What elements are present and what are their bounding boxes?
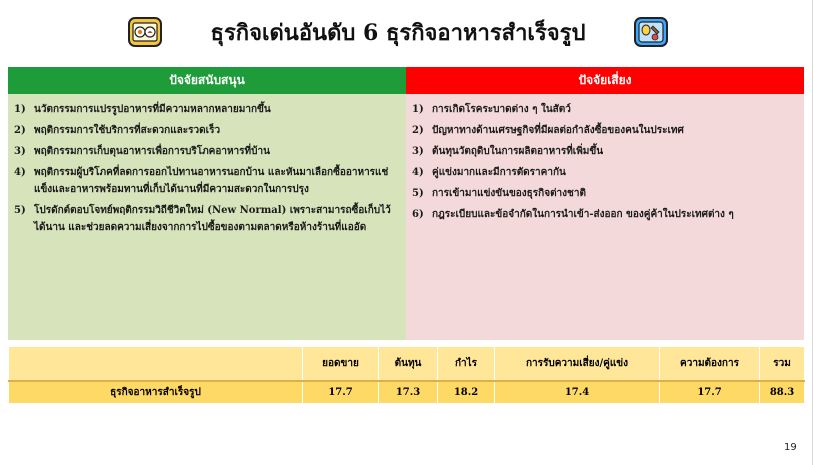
list-item: 2) ปัญหาทางด้านเศรษฐกิจที่มีผลต่อกำลังซื้อของคนในประเทศ [412,125,684,136]
support-factors-heading: ปัจจัยสนับสนุน [8,67,406,94]
risk-factors-list [406,94,804,227]
list-item: 1) การเกิดโรคระบาดต่าง ๆ ในสัตว์ [412,104,571,115]
row-label: ธุรกิจอาหารสำเร็จรูป [9,381,303,403]
list-item: 4) คู่แข่งมากและมีการตัดราคากัน [412,167,566,178]
risk-factors-heading: ปัจจัยเสี่ยง [406,67,804,94]
score-total-cell: 88.3 [760,381,805,403]
score-header-row [9,347,805,382]
page-number: 19 [784,442,797,453]
food-ingredients-icon [634,17,668,47]
score-cell: 17.3 [379,381,438,403]
score-cell: 18.2 [438,381,495,403]
list-item: 6) กฎระเบียบและข้อจำกัดในการนำเข้า-ส่งออก ของคู่ค้าในประเทศต่าง ๆ [412,209,734,220]
list-item: 4) พฤติกรรมผู้บริโภคที่ลดการออกไปทานอาหารนอกบ้าน และหันมาเลือกซื้ออาหารแช่แข็งและอาหารพร้อมทานที่เก็บได้นานที่มีความสะดวกในการปรุง [14,167,389,195]
header-cost: ต้นทุน [379,347,438,382]
support-factors-column [8,67,406,340]
score-cell: 17.4 [495,381,660,403]
list-item: 3) ต้นทุนวัตถุดิบในการผลิตอาหารที่เพิ่มขึ้น [412,146,604,157]
food-dishes-icon [128,17,162,47]
factors-table [8,67,804,340]
support-factors-list [8,94,406,240]
list-item: 2) พฤติกรรมการใช้บริการที่สะดวกและรวดเร็ว [14,125,221,136]
header-total: รวม [760,347,805,382]
risk-factors-column [406,67,804,340]
header-sales: ยอดขาย [303,347,379,382]
table-row [9,381,805,403]
title-row [128,12,668,52]
page-title: ธุรกิจเด่นอันดับ 6 ธุรกิจอาหารสำเร็จรูป [210,19,586,46]
header-risk-competition: การรับความเสี่ยง/คู่แข่ง [495,347,660,382]
header-demand: ความต้องการ [660,347,760,382]
score-table [8,346,805,404]
list-item: 5) การเข้ามาแข่งขันของธุรกิจต่างชาติ [412,188,586,199]
header-profit: กำไร [438,347,495,382]
header-blank-cell [9,347,303,382]
score-cell: 17.7 [303,381,379,403]
list-item: 5) โปรดักต์ตอบโจทย์พฤติกรรมวิถีชีวิตใหม่ (New Normal) เพราะสามารถซื้อเก็บไว้ได้นาน และช่วยลดความเสี่ยงจากการไปซื้อของตามตลาดหรือห้างร้านที่แออัด [14,205,391,233]
list-item: 3) พฤติกรรมการเก็บตุนอาหารเพื่อการบริโภคอาหารที่บ้าน [14,146,270,157]
list-item: 1) นวัตกรรมการแปรรูปอาหารที่มีความหลากหลายมากขึ้น [14,104,271,115]
score-cell: 17.7 [660,381,760,403]
